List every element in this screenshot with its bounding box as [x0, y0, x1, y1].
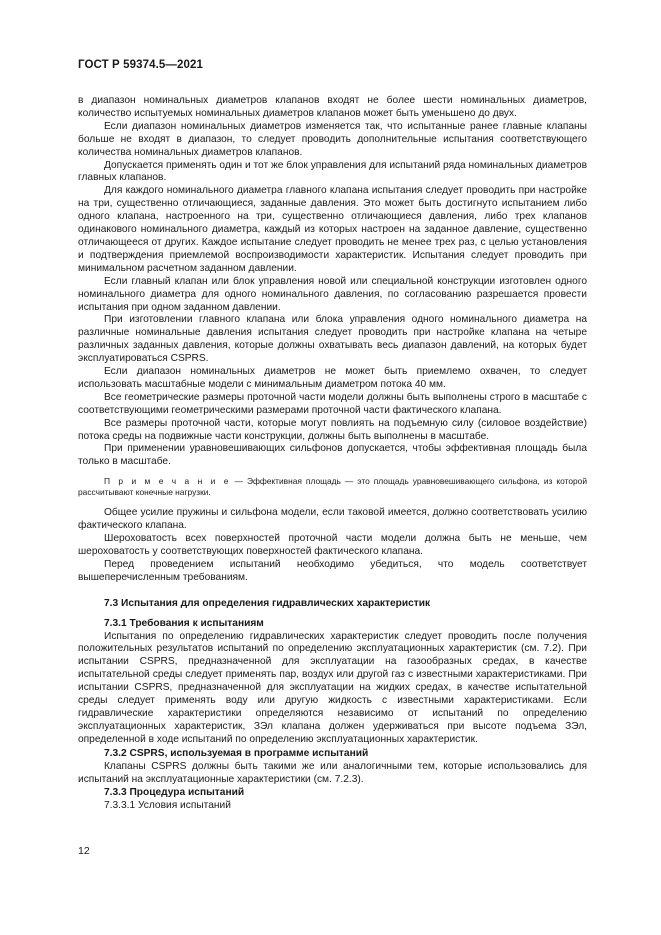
- page-body: [78, 95, 587, 813]
- subsection-heading: 7.3.2 CSPRS, используемая в программе испытаний: [104, 747, 369, 759]
- subsubsection-heading: 7.3.3.1 Условия испытаний: [104, 800, 231, 812]
- paragraph: Испытания по определению гидравлических характеристик следует проводить после получения положительных результатов испытаний по определению эксплуатационных характеристик (см. 7.2). При испытании CSPRS, предназначенной для эксплуатации на газообразных средах, в качестве испытательной среды следует применять пар, воздух или другой газ с известными характеристиками. При испытании CSPRS, предназначенной для эксплуатации на жидких средах, в качестве испытательной среды следует применять воду или другую жидкость с известными характеристиками. Если гидравлические характеристики определяются независимо от испытаний по определению эксплуатационных характеристик, ЗЭл клапана должен удерживаться при высоте подъема ЗЭл, определенной в ходе испытаний по определению эксплуатационных характеристик.: [78, 630, 587, 745]
- section-heading: 7.3 Испытания для определения гидравлических характеристик: [104, 597, 431, 609]
- note-label: П р и м е ч а н и е: [104, 476, 231, 487]
- subsection-heading: 7.3.1 Требования к испытаниям: [104, 617, 264, 629]
- paragraph: Допускается применять один и тот же блок управления для испытаний ряда номинальных диаметров главных клапанов.: [78, 159, 587, 184]
- paragraph: в диапазон номинальных диаметров клапанов входят не более шести номинальных диаметров, количество испытуемых номинальных диаметров клапанов может быть уменьшено до двух.: [78, 95, 587, 119]
- paragraph: Если диапазон номинальных диаметров изменяется так, что испытанные ранее главные клапаны больше не входят в диапазон, то следует проводить дополнительные испытания соответствующего количества номинальных диаметров клапанов.: [78, 120, 587, 158]
- paragraph: Для каждого номинального диаметра главного клапана испытания следует проводить при настройке на три, существенно отличающиеся, заданные давления. Это может быть достигнуто испытанием либо одного клапана, настроенного на три, существенно отличающиеся давления, либо трех клапанов одинакового номинального диаметра, каждый из которых настроен на заданное давление, существенно отличающееся от других. Каждое испытание следует проводить не менее трех раз, с целью установления и подтверждения приемлемой воспроизводимости характеристик. Испытания следует проводить при минимальном расчетном заданном давлении.: [78, 185, 587, 274]
- note: [78, 476, 587, 498]
- page-number: 12: [78, 845, 90, 857]
- paragraph: Клапаны CSPRS должны быть такими же или аналогичными тем, которые использовались для испытаний на эксплуатационные характеристики (см. 7.2.3).: [78, 760, 587, 785]
- paragraph: Если диапазон номинальных диаметров не может быть приемлемо охвачен, то следует использовать масштабные модели с минимальным диаметром потока 40 мм.: [78, 366, 587, 390]
- paragraph: Общее усилие пружины и сильфона модели, если таковой имеется, должно соответствовать усилию фактического клапана.: [78, 507, 587, 532]
- paragraph: При изготовлении главного клапана или блока управления одного номинального диаметра на различные номинальные давления испытания следует проводить при настройке клапана на четыре различных заданных давления, которые должны охватывать весь диапазон давлений, на которых будет эксплуатироваться CSPRS.: [78, 314, 587, 365]
- standard-designation: ГОСТ Р 59374.5—2021: [78, 59, 203, 71]
- paragraph: Все размеры проточной части, которые могут повлиять на подъемную силу (силовое воздействие) потока среды на подвижные части конструкции, должны быть выполнены в масштабе.: [78, 417, 587, 442]
- paragraph: Перед проведением испытаний необходимо убедиться, что модель соответствует вышеперечисленным требованиям.: [78, 558, 587, 583]
- note-text: — Эффективная площадь — это площадь уравновешивающего сильфона, из которой рассчитывают конечные нагрузки.: [78, 476, 587, 498]
- paragraph: Шероховатость всех поверхностей проточной части модели должна быть не меньше, чем шероховатость у соответствующих поверхностей фактического клапана.: [78, 533, 587, 557]
- subsection-heading: 7.3.3 Процедура испытаний: [104, 787, 245, 799]
- paragraph: При применении уравновешивающих сильфонов допускается, чтобы эффективная площадь была только в масштабе.: [78, 443, 587, 468]
- paragraph: Если главный клапан или блок управления новой или специальной конструкции изготовлен одного номинального диаметра для одного номинального давления, по согласованию разрешается провести испытания при одном заданном давлении.: [78, 275, 587, 313]
- paragraph: Все геометрические размеры проточной части модели должны быть выполнены строго в масштабе с соответствующими геометрическими размерами проточной части фактического клапана.: [78, 391, 587, 416]
